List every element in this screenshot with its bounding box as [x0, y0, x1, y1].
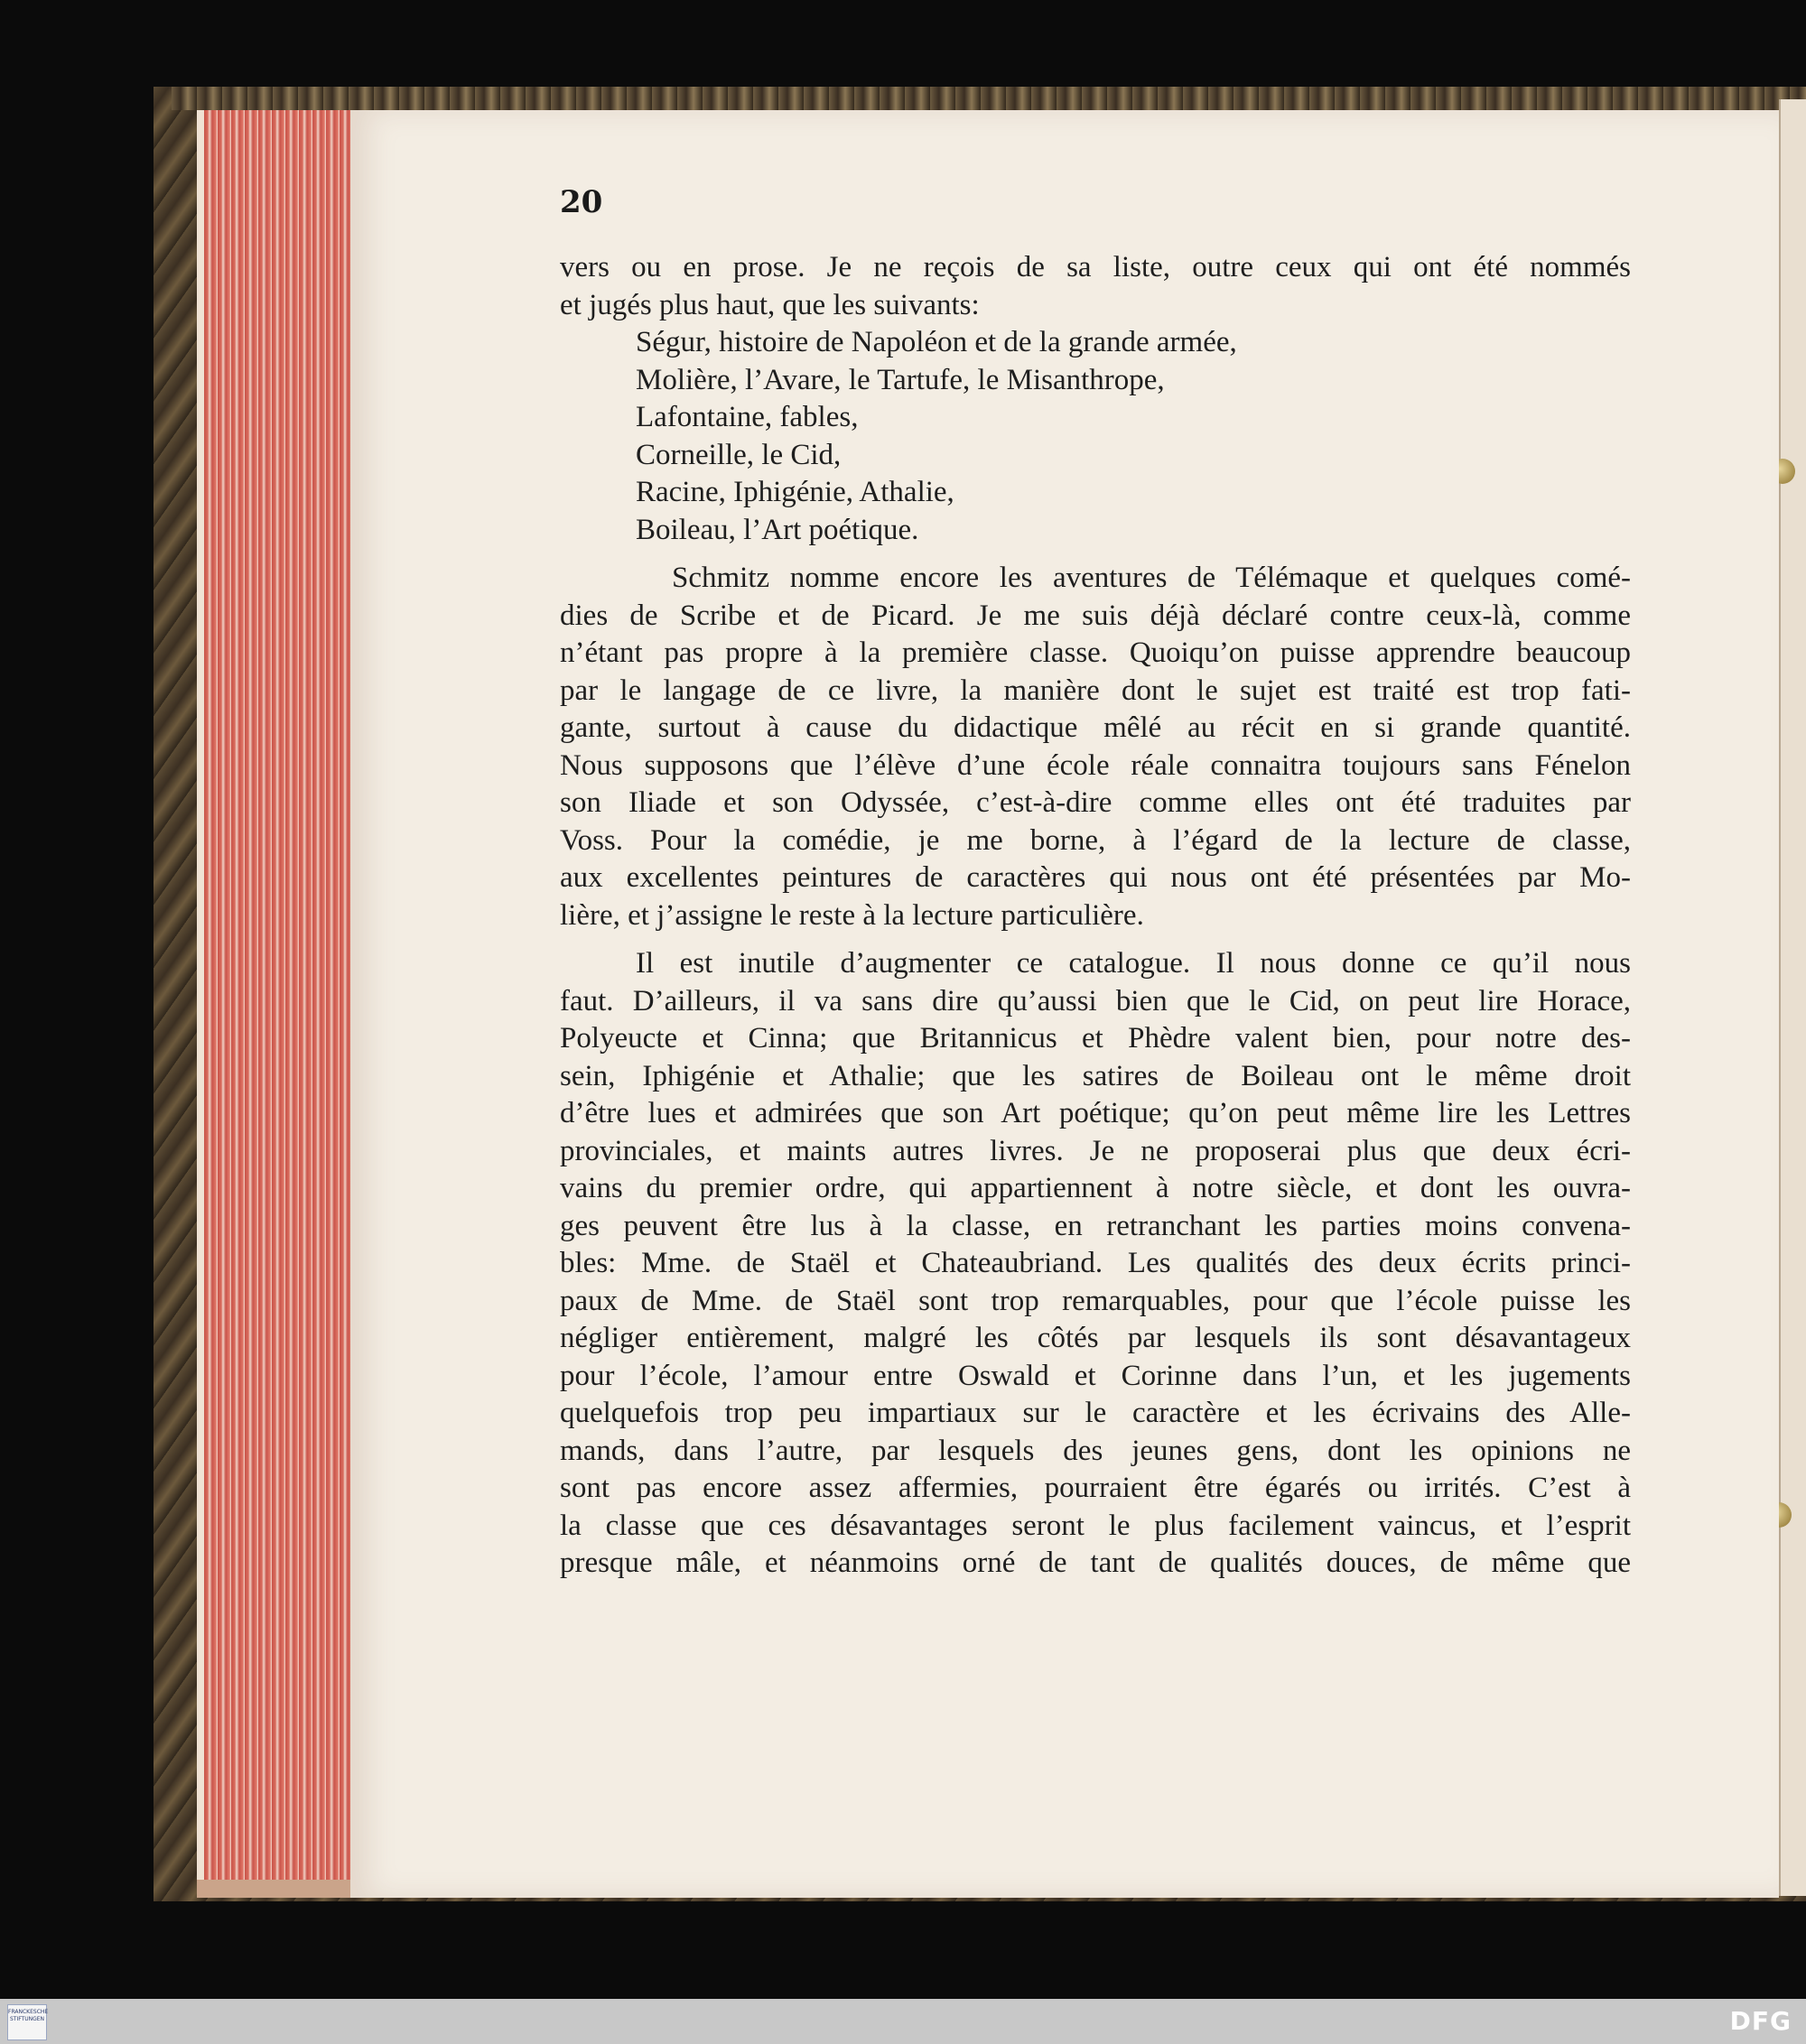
franckesche-stiftungen-logo[interactable]: [7, 2004, 47, 2040]
text-line: dies de Scribe et de Picard. Je me suis déjà déclaré contre ceux-là, comme: [560, 599, 1631, 632]
text-line: par le langage de ce livre, la manière dont le sujet est traité est trop fati-: [560, 674, 1631, 707]
text-line: sont pas encore assez affermies, pourraient être égarés ou irrités. C’est à: [560, 1472, 1631, 1504]
logo-text-line: STIFTUNGEN: [9, 2016, 45, 2022]
text-line: pour l’école, l’amour entre Oswald et Corinne dans l’un, et les jugements: [560, 1359, 1631, 1392]
text-line: vers ou en prose. Je ne reçois de sa liste, outre ceux qui ont été nommés: [560, 251, 1631, 283]
list-item: Boileau, l’Art poétique.: [636, 513, 919, 546]
list-item: Racine, Iphigénie, Athalie,: [636, 476, 954, 508]
text-line: négliger entièrement, malgré les côtés par lesquels ils sont désavantageux: [560, 1322, 1631, 1354]
text-line: aux excellentes peintures de caractères qui nous ont été présentées par Mo-: [560, 861, 1631, 894]
list-item: Corneille, le Cid,: [636, 438, 842, 471]
text-line: son Iliade et son Odyssée, c’est-à-dire comme elles ont été traduites par: [560, 786, 1631, 819]
text-line: presque mâle, et néanmoins orné de tant de qualités douces, de même que: [560, 1547, 1631, 1579]
text-line: Nous supposons que l’élève d’une école réale connaitra toujours sans Fénelon: [560, 748, 1631, 782]
text-line: Voss. Pour la comédie, je me borne, à l’égard de la lecture de classe,: [560, 823, 1631, 857]
paragraph-schmitz: [560, 560, 1631, 934]
dfg-logo[interactable]: DFG: [1729, 2006, 1792, 2036]
text-line: bles: Mme. de Staël et Chateaubriand. Les qualités des deux écrits princi-: [560, 1247, 1631, 1279]
text-line: lière, et j’assigne le reste à la lecture particulière.: [560, 898, 1144, 932]
intro-text: [560, 249, 1631, 324]
book-cover-top-edge: [172, 87, 1806, 110]
text-line: paux de Mme. de Staël sont trop remarquables, pour que l’école puisse les: [560, 1284, 1631, 1317]
text-line: Polyeucte et Cinna; que Britannicus et Phèdre valent bien, pour notre des-: [560, 1022, 1631, 1055]
list-item: Molière, l’Avare, le Tartufe, le Misanthrope,: [636, 363, 1165, 396]
text-line: vains du premier ordre, qui appartiennent à notre siècle, et dont les ouvra-: [560, 1172, 1631, 1204]
text-line: mands, dans l’autre, par lesquels des jeunes gens, dont les opinions ne: [560, 1434, 1631, 1467]
logo-text-line: FRANCKESCHE: [8, 2009, 49, 2015]
text-line: gante, surtout à cause du didactique mêlé au récit en si grande quantité.: [560, 711, 1631, 744]
text-line: sein, Iphigénie et Athalie; que les satires de Boileau ont le même droit: [560, 1059, 1631, 1092]
page-edges-bottom: [197, 1880, 359, 1898]
list-item: Ségur, histoire de Napoléon et de la grande armée,: [636, 326, 1237, 358]
text-line: faut. D’ailleurs, il va sans dire qu’aussi bien que le Cid, on peut lire Horace,: [560, 984, 1631, 1017]
list-item: Lafontaine, fables,: [636, 401, 859, 433]
facing-page-edge: [1779, 99, 1806, 1896]
page-number: 20: [560, 184, 603, 220]
text-line: provinciales, et maints autres livres. Je ne proposerai plus que deux écri-: [560, 1134, 1631, 1167]
page-text: [560, 249, 1631, 1583]
text-line: n’étant pas propre à la première classe. Quoiqu’on puisse apprendre beaucoup: [560, 636, 1631, 669]
text-line: quelquefois trop peu impartiaux sur le caractère et les écrivains des Alle-: [560, 1397, 1631, 1429]
book-list: [560, 324, 1631, 549]
viewer-footer-bar: [0, 1999, 1806, 2044]
text-line: Il est inutile d’augmenter ce catalogue. Il nous donne ce qu’il nous: [636, 947, 1631, 980]
text-line: Schmitz nomme encore les aventures de Télémaque et quelques comé-: [672, 562, 1631, 594]
text-line: la classe que ces désavantages seront le plus facilement vaincus, et l’esprit: [560, 1509, 1631, 1542]
text-line: ges peuvent être lus à la classe, en retranchant les parties moins convena-: [560, 1209, 1631, 1242]
paragraph-catalogue: [560, 945, 1631, 1583]
page-edges: [197, 110, 358, 1880]
text-line: d’être lues et admirées que son Art poétique; qu’on peut même lire les Lettres: [560, 1097, 1631, 1129]
text-line: et jugés plus haut, que les suivants:: [560, 288, 980, 321]
